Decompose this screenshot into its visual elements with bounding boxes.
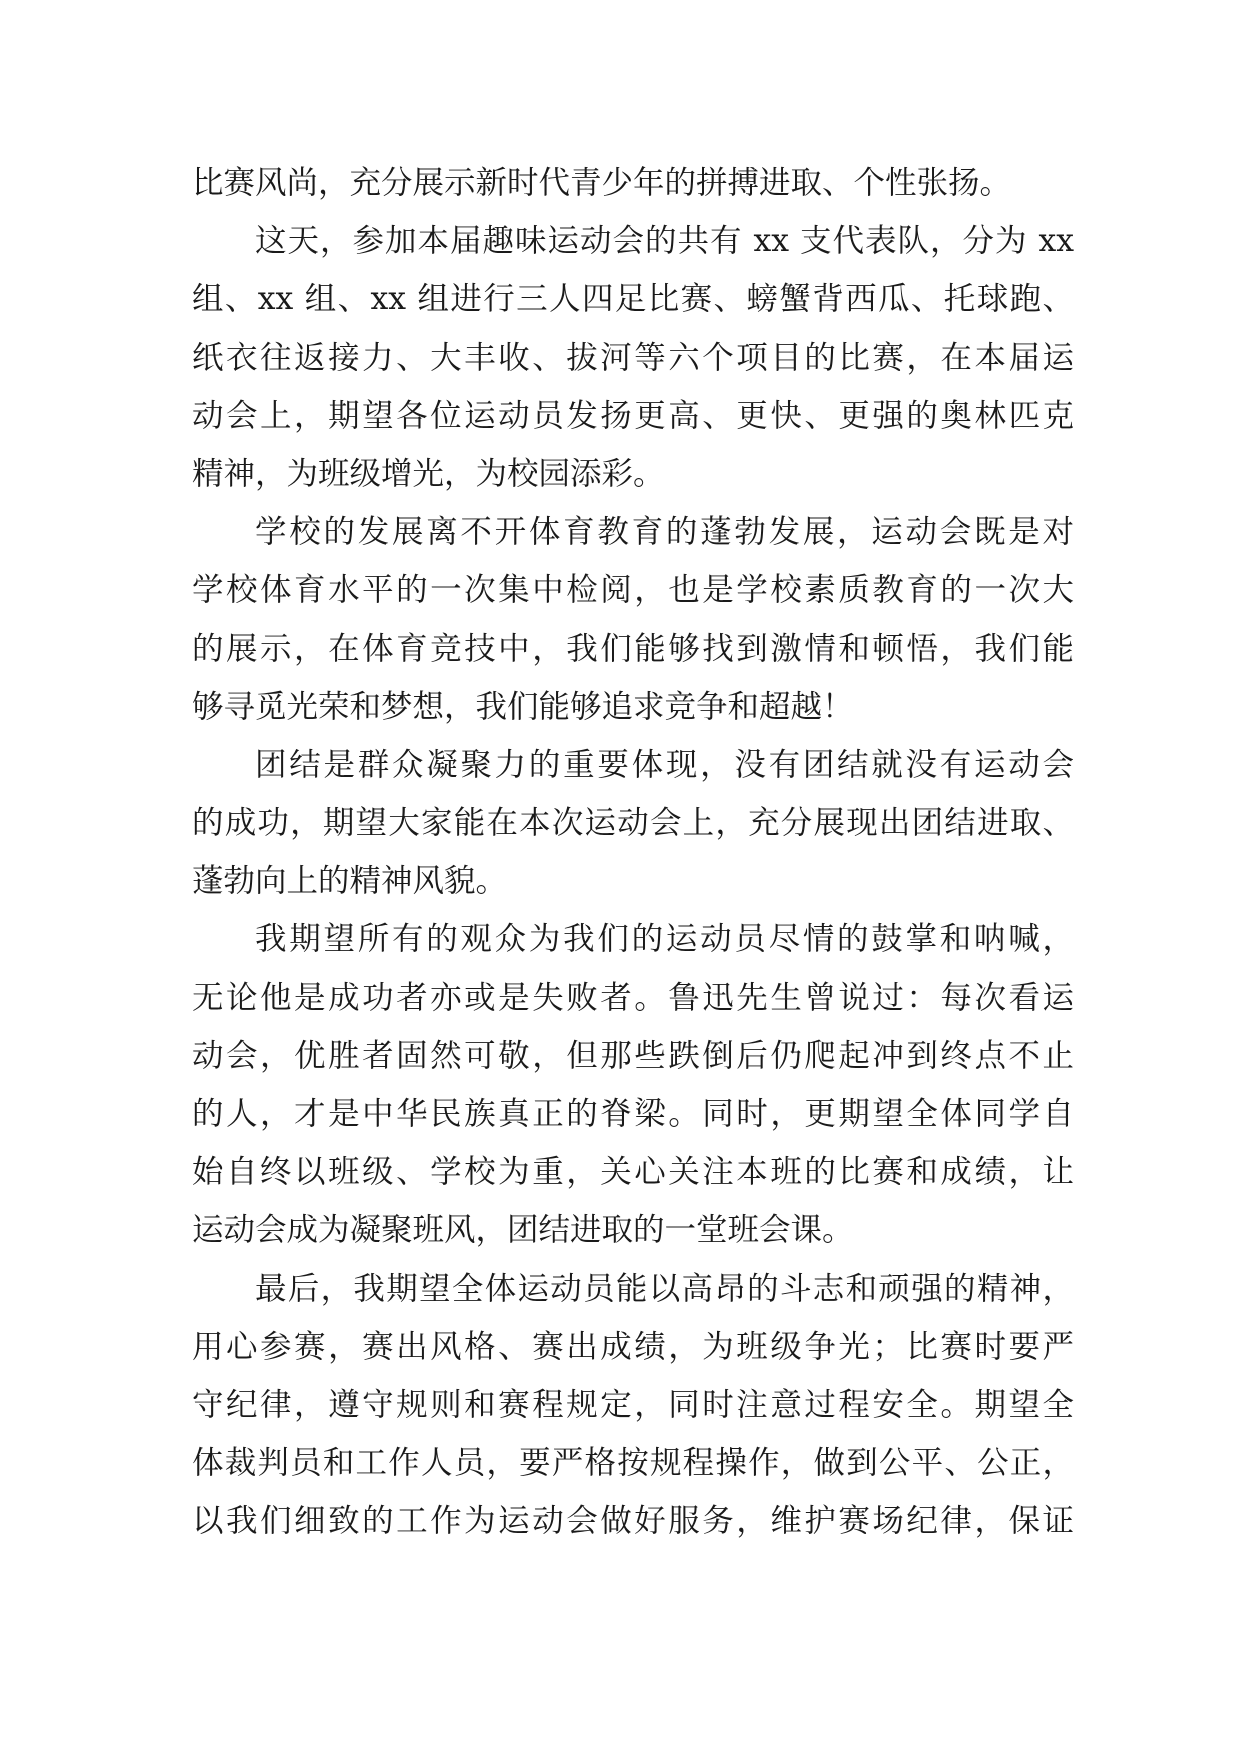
text-line: 最后，我期望全体运动员能以高昂的斗志和顽强的精神， <box>255 1270 1074 1307</box>
document-body <box>192 154 1074 1551</box>
text-line: 始自终以班级、学校为重，关心关注本班的比赛和成绩，让 <box>192 1154 1074 1191</box>
text-line: 体裁判员和工作人员，要严格按规程操作，做到公平、公正， <box>192 1445 1074 1482</box>
text-line: 动会上，期望各位运动员发扬更高、更快、更强的奥林匹克 <box>192 397 1074 434</box>
text-line: 精神，为班级增光，为校园添彩。 <box>192 455 665 492</box>
text-line: 学校体育水平的一次集中检阅，也是学校素质教育的一次大 <box>192 572 1074 609</box>
text-line: 以我们细致的工作为运动会做好服务，维护赛场纪律，保证 <box>192 1503 1074 1540</box>
text-line: 无论他是成功者亦或是失败者。鲁迅先生曾说过：每次看运 <box>192 979 1074 1016</box>
text-line: 纸衣往返接力、大丰收、拔河等六个项目的比赛，在本届运 <box>192 339 1074 376</box>
text-line: 的成功，期望大家能在本次运动会上，充分展现出团结进取、 <box>192 805 1074 842</box>
text-line: 比赛风尚，充分展示新时代青少年的拼搏进取、个性张扬。 <box>192 165 1012 201</box>
text-line: 的人，才是中华民族真正的脊梁。同时，更期望全体同学自 <box>192 1096 1074 1132</box>
text-line: 运动会成为凝聚班风，团结进取的一堂班会课。 <box>192 1212 854 1249</box>
text-line: 团结是群众凝聚力的重要体现，没有团结就没有运动会 <box>255 746 1074 783</box>
text-line: 的展示，在体育竞技中，我们能够找到激情和顿悟，我们能 <box>192 630 1074 667</box>
text-line: 组、xx 组、xx 组进行三人四足比赛、螃蟹背西瓜、托球跑、 <box>192 281 1074 318</box>
text-line: 我期望所有的观众为我们的运动员尽情的鼓掌和呐喊， <box>255 921 1074 958</box>
text-line: 蓬勃向上的精神风貌。 <box>192 863 508 900</box>
text-line: 守纪律，遵守规则和赛程规定，同时注意过程安全。期望全 <box>192 1386 1074 1423</box>
text-line: 动会，优胜者固然可敬，但那些跌倒后仍爬起冲到终点不止 <box>192 1037 1074 1074</box>
text-line: 这天，参加本届趣味运动会的共有 xx 支代表队，分为 xx <box>255 223 1074 260</box>
text-line: 学校的发展离不开体育教育的蓬勃发展，运动会既是对 <box>255 514 1074 551</box>
text-line: 够寻觅光荣和梦想，我们能够追求竞争和超越！ <box>192 688 854 725</box>
text-line: 用心参赛，赛出风格、赛出成绩，为班级争光；比赛时要严 <box>192 1328 1074 1365</box>
